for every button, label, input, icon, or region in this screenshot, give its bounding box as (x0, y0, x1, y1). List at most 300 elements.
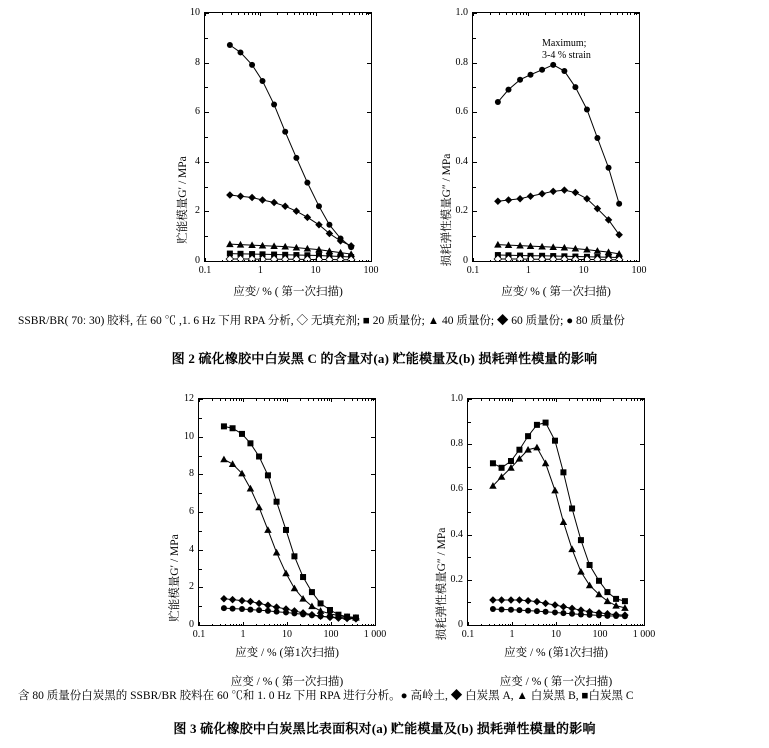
data-point-marker (490, 460, 496, 466)
x-tick-minor-top (318, 398, 319, 401)
data-point-marker (304, 214, 312, 222)
data-point-marker (572, 189, 580, 197)
x-tick-major-top (316, 12, 317, 16)
y-tick-major (199, 437, 203, 438)
yaxis-title-fig2b: 损耗弹性模量G″ / MPa (441, 153, 453, 267)
x-tick-minor (525, 624, 526, 627)
x-tick-minor (610, 260, 611, 263)
data-point-marker (613, 596, 619, 602)
x-tick-label: 100 (592, 629, 608, 640)
chart-fig2a (160, 0, 390, 300)
y-tick-label: 10 (190, 7, 200, 18)
data-point-marker (507, 596, 515, 604)
x-tick-major-top (331, 398, 332, 402)
y-tick-major (473, 211, 477, 212)
y-tick-major (199, 550, 203, 551)
y-tick-major-right (367, 63, 371, 64)
x-tick-minor-top (313, 398, 314, 401)
x-tick-minor (231, 260, 232, 263)
data-point-marker (552, 438, 558, 444)
x-tick-minor (244, 260, 245, 263)
data-point-marker (494, 197, 502, 205)
data-point-marker (551, 601, 559, 609)
x-tick-minor (365, 624, 366, 627)
y-tick-major-right (371, 399, 375, 400)
x-tick-minor (621, 624, 622, 627)
y-tick-label: 4 (195, 155, 200, 167)
y-tick-label: 0.6 (450, 483, 463, 495)
x-tick-minor-top (505, 398, 506, 401)
x-tick-minor (481, 624, 482, 627)
data-point-marker (256, 607, 262, 613)
x-tick-minor-top (230, 398, 231, 401)
x-tick-major-top (600, 398, 601, 402)
x-tick-major-top (512, 398, 513, 402)
y-tick-minor (473, 38, 476, 39)
data-point-marker (525, 433, 531, 439)
y-tick-major-right (640, 535, 644, 536)
xaxis-title-secondary-fig3b: 应变 / % ( 第一次扫描) (499, 676, 613, 688)
data-point-marker (316, 203, 322, 209)
x-tick-minor (637, 624, 638, 627)
x-tick-minor-top (362, 12, 363, 15)
data-point-marker (543, 609, 549, 615)
x-tick-major (243, 622, 244, 626)
x-tick-minor-top (546, 398, 547, 401)
y-tick-major (199, 512, 203, 513)
x-tick-minor-top (222, 12, 223, 15)
x-tick-minor (581, 260, 582, 263)
x-tick-minor (359, 260, 360, 263)
chart-fig3a (150, 386, 400, 686)
x-tick-minor (582, 624, 583, 627)
data-point-marker (237, 49, 243, 55)
x-tick-minor-top (368, 398, 369, 401)
y-tick-major (468, 580, 472, 581)
x-tick-minor-top (523, 12, 524, 15)
x-tick-minor-top (225, 398, 226, 401)
y-tick-label: 0 (458, 619, 463, 630)
x-tick-minor-top (582, 398, 583, 401)
data-point-marker (326, 222, 332, 228)
x-tick-minor-top (241, 398, 242, 401)
x-tick-minor (220, 624, 221, 627)
data-point-marker (237, 193, 245, 201)
data-point-marker (539, 67, 545, 73)
series-line (498, 65, 619, 204)
x-tick-minor (510, 624, 511, 627)
x-tick-major (600, 622, 601, 626)
x-tick-minor (318, 624, 319, 627)
x-tick-minor-top (502, 398, 503, 401)
y-tick-label: 8 (189, 468, 194, 480)
data-point-marker (256, 454, 262, 460)
x-tick-major (584, 258, 585, 262)
x-tick-label: 0.1 (192, 629, 206, 640)
figure-3-legend-note: 含 80 质量份白炭黑的 SSBR/BR 胶料在 60 ℃和 1. 0 Hz 下用 RPA 进行分析。● 高岭土, ◆ 白炭黑 A, ▲ 白炭黑 B, ■白炭黑 C (18, 690, 634, 702)
x-tick-minor-top (238, 12, 239, 15)
x-tick-minor (567, 260, 568, 263)
x-tick-minor-top (499, 12, 500, 15)
data-point-marker (309, 589, 315, 595)
y-tick-major-right (640, 580, 644, 581)
x-tick-major (260, 258, 261, 262)
x-tick-minor-top (621, 398, 622, 401)
x-tick-minor (277, 260, 278, 263)
data-point-marker (318, 600, 324, 606)
data-point-marker (517, 77, 523, 83)
data-point-marker (293, 155, 299, 161)
x-tick-minor-top (332, 12, 333, 15)
y-tick-major-right (371, 625, 375, 626)
y-tick-minor (199, 569, 202, 570)
data-point-marker (578, 611, 584, 617)
x-tick-minor-top (244, 12, 245, 15)
x-tick-minor-top (264, 398, 265, 401)
x-tick-major (316, 258, 317, 262)
y-tick-label: 1.0 (450, 393, 463, 404)
data-point-marker (282, 570, 290, 577)
x-tick-label: 1 (257, 265, 263, 276)
y-tick-major (199, 399, 203, 400)
data-point-marker (273, 549, 281, 556)
x-tick-minor (349, 260, 350, 263)
y-tick-major (468, 489, 472, 490)
x-tick-minor-top (637, 398, 638, 401)
y-tick-major-right (635, 211, 639, 212)
y-tick-major (473, 112, 477, 113)
data-point-marker (604, 589, 610, 595)
x-tick-minor-top (622, 12, 623, 15)
x-tick-minor (274, 624, 275, 627)
data-point-marker (568, 545, 576, 552)
x-tick-minor-top (308, 398, 309, 401)
x-tick-minor-top (596, 398, 597, 401)
x-tick-minor-top (287, 12, 288, 15)
y-tick-major-right (640, 489, 644, 490)
data-point-marker (247, 607, 253, 613)
data-point-marker (525, 608, 531, 614)
data-point-marker (247, 598, 255, 606)
x-tick-minor (577, 624, 578, 627)
data-point-marker (282, 129, 288, 135)
x-tick-minor (555, 260, 556, 263)
x-tick-minor (342, 260, 343, 263)
x-tick-minor-top (598, 398, 599, 401)
x-tick-minor (329, 624, 330, 627)
x-tick-minor (264, 624, 265, 627)
x-tick-minor-top (538, 398, 539, 401)
x-tick-major-top (556, 398, 557, 402)
y-tick-label: 1.0 (455, 7, 468, 18)
x-tick-minor-top (274, 398, 275, 401)
figure-3 (0, 386, 769, 748)
x-tick-minor-top (307, 12, 308, 15)
y-tick-minor (473, 187, 476, 188)
x-tick-minor-top (231, 12, 232, 15)
x-tick-major-top (287, 398, 288, 402)
x-tick-minor (255, 260, 256, 263)
xaxis-title-fig2b: 应变/ % ( 第一次扫描) (501, 286, 611, 298)
x-tick-minor-top (294, 12, 295, 15)
x-tick-label: 10 (282, 629, 292, 640)
y-tick-label: 6 (195, 106, 200, 118)
x-tick-minor-top (634, 398, 635, 401)
x-tick-minor (593, 624, 594, 627)
data-point-marker (560, 469, 566, 475)
x-tick-minor-top (552, 398, 553, 401)
data-point-marker (291, 585, 299, 592)
x-tick-minor (578, 260, 579, 263)
data-point-marker (560, 518, 568, 525)
x-tick-minor (280, 624, 281, 627)
x-tick-label: 100 (631, 265, 647, 276)
data-point-marker (516, 195, 524, 203)
x-tick-minor-top (303, 12, 304, 15)
x-tick-minor-top (627, 12, 628, 15)
x-tick-label: 1 (240, 629, 246, 640)
data-point-marker (561, 186, 569, 194)
x-tick-minor-top (354, 12, 355, 15)
y-tick-minor (468, 557, 471, 558)
x-tick-major-top (260, 12, 261, 16)
y-tick-minor (199, 606, 202, 607)
x-tick-minor (313, 260, 314, 263)
x-tick-minor-top (239, 398, 240, 401)
x-tick-minor-top (327, 398, 328, 401)
y-tick-label: 0.2 (450, 573, 463, 585)
data-point-marker (230, 606, 236, 612)
data-point-marker (495, 99, 501, 105)
x-tick-minor-top (352, 398, 353, 401)
x-tick-minor (523, 260, 524, 263)
data-point-marker (300, 574, 306, 580)
y-tick-major-right (371, 587, 375, 588)
x-tick-minor (631, 624, 632, 627)
y-tick-major-right (367, 261, 371, 262)
y-tick-label: 2 (189, 581, 194, 593)
data-point-marker (281, 202, 289, 210)
x-tick-minor (241, 624, 242, 627)
x-tick-minor (598, 624, 599, 627)
y-tick-minor (205, 187, 208, 188)
y-tick-label: 4 (189, 543, 194, 555)
data-point-marker (494, 241, 502, 248)
x-tick-minor (357, 624, 358, 627)
data-point-marker (274, 499, 280, 505)
x-tick-minor (239, 624, 240, 627)
data-point-marker (527, 193, 535, 201)
x-tick-minor-top (277, 12, 278, 15)
series-line (493, 447, 625, 607)
x-tick-minor-top (526, 12, 527, 15)
x-tick-minor (613, 624, 614, 627)
x-tick-label: 0.1 (461, 629, 475, 640)
y-tick-major (468, 625, 472, 626)
y-tick-minor (205, 137, 208, 138)
y-tick-major (199, 587, 203, 588)
x-tick-minor-top (630, 12, 631, 15)
series-line (498, 255, 619, 257)
y-tick-major (473, 63, 477, 64)
x-tick-minor (368, 624, 369, 627)
x-tick-minor-top (543, 398, 544, 401)
series-line (230, 244, 351, 254)
y-tick-major (468, 399, 472, 400)
x-tick-minor-top (342, 12, 343, 15)
x-tick-minor (533, 624, 534, 627)
data-point-marker (265, 608, 271, 614)
x-tick-label: 1 000 (363, 629, 387, 640)
x-tick-minor (225, 624, 226, 627)
x-tick-minor (575, 260, 576, 263)
y-tick-label: 0.8 (450, 438, 463, 450)
x-tick-minor (269, 624, 270, 627)
data-point-marker (220, 456, 228, 463)
x-tick-minor-top (248, 12, 249, 15)
x-tick-minor (571, 260, 572, 263)
x-tick-minor-top (533, 398, 534, 401)
x-tick-minor-top (280, 398, 281, 401)
x-tick-minor (285, 624, 286, 627)
x-tick-minor (354, 260, 355, 263)
x-tick-minor (489, 624, 490, 627)
x-tick-minor-top (324, 398, 325, 401)
data-point-marker (327, 614, 333, 620)
data-point-marker (552, 609, 558, 615)
data-point-marker (569, 611, 575, 617)
series-line (493, 423, 625, 602)
x-tick-minor-top (283, 398, 284, 401)
x-tick-minor (248, 260, 249, 263)
data-point-marker (550, 62, 556, 68)
data-point-marker (304, 180, 310, 186)
x-tick-minor-top (258, 12, 259, 15)
series-line (498, 245, 619, 254)
y-tick-major (199, 474, 203, 475)
data-point-marker (239, 431, 245, 437)
x-tick-minor (310, 260, 311, 263)
data-point-marker (335, 615, 341, 621)
x-tick-minor (258, 260, 259, 263)
series-layer-fig3b (468, 399, 644, 625)
y-tick-major-right (635, 261, 639, 262)
x-tick-minor (508, 624, 509, 627)
data-point-marker (560, 610, 566, 616)
x-tick-minor (516, 260, 517, 263)
data-point-marker (229, 596, 237, 604)
x-tick-minor (362, 260, 363, 263)
y-tick-label: 0 (189, 619, 194, 630)
x-tick-minor-top (506, 12, 507, 15)
x-tick-minor-top (600, 12, 601, 15)
data-point-marker (248, 194, 256, 202)
data-point-marker (249, 62, 255, 68)
x-tick-major (331, 622, 332, 626)
x-tick-minor-top (571, 12, 572, 15)
x-tick-minor (238, 260, 239, 263)
x-tick-minor-top (481, 398, 482, 401)
x-tick-minor (294, 260, 295, 263)
data-point-marker (534, 422, 540, 428)
x-tick-major (375, 622, 376, 626)
x-tick-minor (313, 624, 314, 627)
y-tick-label: 0.2 (455, 205, 468, 217)
x-tick-minor-top (299, 12, 300, 15)
x-tick-minor-top (499, 398, 500, 401)
x-tick-major-top (371, 12, 372, 16)
series-line (498, 190, 619, 235)
x-tick-label: 10 (578, 265, 589, 276)
x-tick-major (287, 622, 288, 626)
data-point-marker (542, 460, 550, 467)
x-tick-minor (303, 260, 304, 263)
x-tick-minor-top (525, 398, 526, 401)
x-tick-minor-top (236, 398, 237, 401)
data-point-marker (612, 602, 620, 609)
x-tick-minor-top (344, 398, 345, 401)
series-layer-fig3a (199, 399, 375, 625)
x-tick-minor-top (587, 398, 588, 401)
data-point-marker (606, 165, 612, 171)
data-point-marker (499, 465, 505, 471)
y-tick-major-right (640, 399, 644, 400)
x-tick-minor-top (562, 12, 563, 15)
data-point-marker (622, 613, 628, 619)
data-point-marker (584, 106, 590, 112)
x-tick-minor (590, 624, 591, 627)
x-tick-minor (300, 624, 301, 627)
x-tick-minor-top (321, 398, 322, 401)
y-tick-major-right (371, 437, 375, 438)
data-point-marker (578, 537, 584, 543)
x-tick-minor-top (577, 398, 578, 401)
data-point-marker (238, 597, 246, 605)
x-tick-minor-top (593, 398, 594, 401)
data-point-marker (516, 447, 522, 453)
data-point-marker (543, 420, 549, 426)
data-point-marker (265, 472, 271, 478)
x-tick-label: 10 (310, 265, 321, 276)
plot-area-fig2a (204, 12, 372, 262)
x-tick-major-top (584, 12, 585, 16)
data-point-marker (528, 72, 534, 78)
x-tick-minor (256, 624, 257, 627)
y-tick-major (205, 63, 209, 64)
x-tick-minor-top (365, 398, 366, 401)
x-tick-minor (502, 624, 503, 627)
x-tick-minor-top (516, 12, 517, 15)
data-point-marker (538, 190, 546, 198)
x-tick-major (556, 622, 557, 626)
x-tick-minor-top (575, 12, 576, 15)
x-tick-minor-top (277, 398, 278, 401)
y-tick-major-right (635, 63, 639, 64)
data-point-marker (561, 68, 567, 74)
data-point-marker (577, 568, 585, 575)
y-tick-label: 0.6 (455, 106, 468, 118)
annotation-maximum-strain: Maximum; 3-4 % strain (542, 38, 591, 61)
data-point-marker (572, 84, 578, 90)
x-tick-major (371, 258, 372, 262)
x-tick-minor (352, 624, 353, 627)
x-tick-minor (277, 624, 278, 627)
data-point-marker (516, 596, 524, 604)
x-tick-minor (287, 260, 288, 263)
data-point-marker (587, 562, 593, 568)
x-tick-minor-top (613, 398, 614, 401)
x-tick-minor-top (626, 398, 627, 401)
